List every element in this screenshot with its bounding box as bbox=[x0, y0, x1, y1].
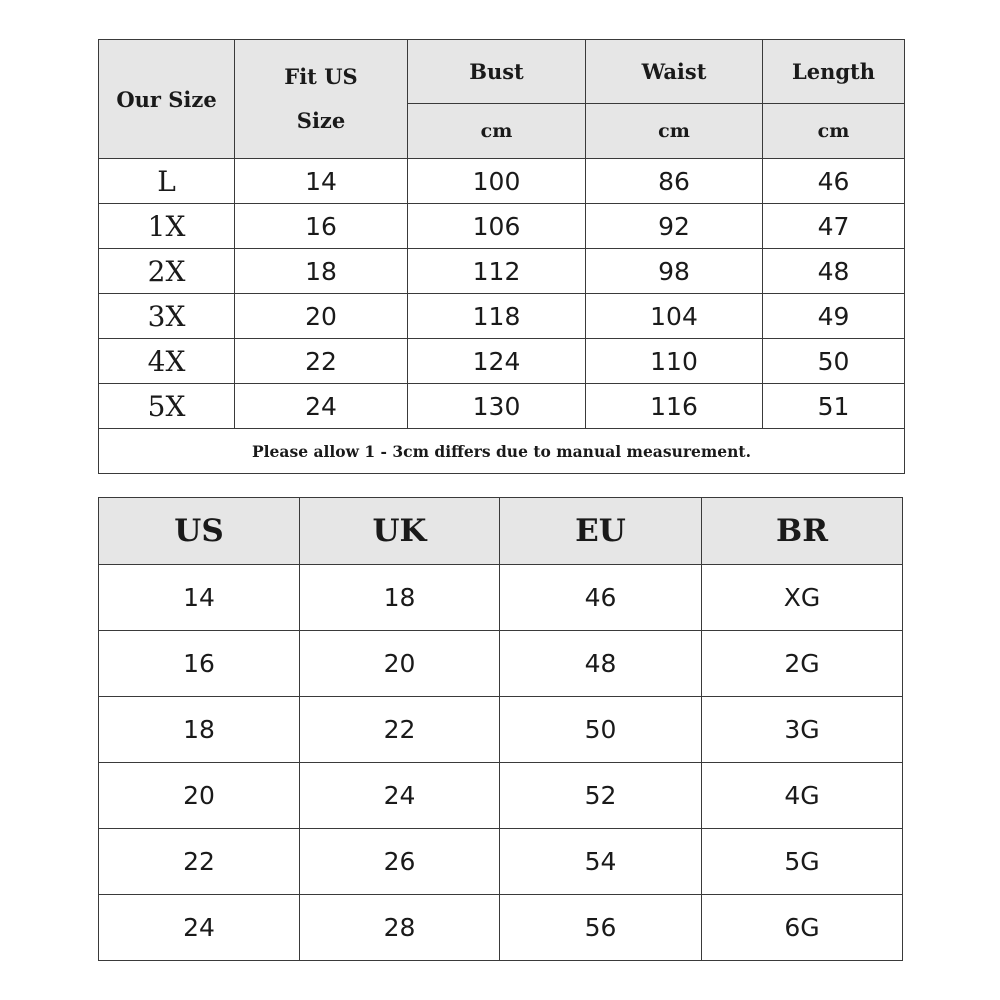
us-cell: 22 bbox=[99, 829, 300, 895]
uk-cell: 18 bbox=[300, 565, 500, 631]
waist-cell: 92 bbox=[586, 204, 763, 249]
size-measurement-table bbox=[98, 39, 905, 474]
our-size-cell: 3X bbox=[99, 294, 235, 339]
header-bust-unit: cm bbox=[408, 104, 586, 159]
header-fit-us-size bbox=[235, 40, 408, 159]
waist-cell: 110 bbox=[586, 339, 763, 384]
our-size-cell: L bbox=[99, 159, 235, 204]
length-cell: 47 bbox=[763, 204, 905, 249]
uk-cell: 20 bbox=[300, 631, 500, 697]
fit-us-cell: 18 bbox=[235, 249, 408, 294]
header-br: BR bbox=[702, 498, 903, 565]
our-size-cell: 2X bbox=[99, 249, 235, 294]
header-fit-us-line2: Size bbox=[296, 108, 346, 133]
header-length: Length bbox=[763, 40, 905, 104]
table-row bbox=[99, 159, 905, 204]
uk-cell: 28 bbox=[300, 895, 500, 961]
table-row bbox=[99, 829, 903, 895]
us-cell: 20 bbox=[99, 763, 300, 829]
size-conversion-table bbox=[98, 497, 903, 961]
us-cell: 16 bbox=[99, 631, 300, 697]
waist-cell: 86 bbox=[586, 159, 763, 204]
our-size-cell: 4X bbox=[99, 339, 235, 384]
waist-cell: 116 bbox=[586, 384, 763, 429]
fit-us-cell: 24 bbox=[235, 384, 408, 429]
eu-cell: 46 bbox=[500, 565, 702, 631]
br-cell: 6G bbox=[702, 895, 903, 961]
eu-cell: 56 bbox=[500, 895, 702, 961]
br-cell: 4G bbox=[702, 763, 903, 829]
br-cell: 2G bbox=[702, 631, 903, 697]
bust-cell: 124 bbox=[408, 339, 586, 384]
table-row bbox=[99, 204, 905, 249]
header-waist: Waist bbox=[586, 40, 763, 104]
eu-cell: 48 bbox=[500, 631, 702, 697]
fit-us-cell: 14 bbox=[235, 159, 408, 204]
us-cell: 14 bbox=[99, 565, 300, 631]
eu-cell: 52 bbox=[500, 763, 702, 829]
table-row bbox=[99, 294, 905, 339]
fit-us-cell: 22 bbox=[235, 339, 408, 384]
uk-cell: 26 bbox=[300, 829, 500, 895]
table-row bbox=[99, 697, 903, 763]
fit-us-cell: 20 bbox=[235, 294, 408, 339]
header-us: US bbox=[99, 498, 300, 565]
table-row bbox=[99, 763, 903, 829]
uk-cell: 24 bbox=[300, 763, 500, 829]
table-row bbox=[99, 339, 905, 384]
us-cell: 24 bbox=[99, 895, 300, 961]
table-row bbox=[99, 895, 903, 961]
header-uk: UK bbox=[300, 498, 500, 565]
header-waist-unit: cm bbox=[586, 104, 763, 159]
length-cell: 49 bbox=[763, 294, 905, 339]
header-bust: Bust bbox=[408, 40, 586, 104]
fit-us-cell: 16 bbox=[235, 204, 408, 249]
bust-cell: 106 bbox=[408, 204, 586, 249]
header-fit-us-line1: Fit US bbox=[284, 64, 358, 89]
our-size-cell: 1X bbox=[99, 204, 235, 249]
table-row bbox=[99, 631, 903, 697]
header-our-size: Our Size bbox=[99, 40, 235, 159]
br-cell: 3G bbox=[702, 697, 903, 763]
table-row bbox=[99, 249, 905, 294]
header-length-unit: cm bbox=[763, 104, 905, 159]
br-cell: XG bbox=[702, 565, 903, 631]
waist-cell: 104 bbox=[586, 294, 763, 339]
br-cell: 5G bbox=[702, 829, 903, 895]
table-row bbox=[99, 565, 903, 631]
bust-cell: 100 bbox=[408, 159, 586, 204]
length-cell: 46 bbox=[763, 159, 905, 204]
us-cell: 18 bbox=[99, 697, 300, 763]
table-row bbox=[99, 384, 905, 429]
length-cell: 48 bbox=[763, 249, 905, 294]
waist-cell: 98 bbox=[586, 249, 763, 294]
length-cell: 50 bbox=[763, 339, 905, 384]
bust-cell: 130 bbox=[408, 384, 586, 429]
eu-cell: 54 bbox=[500, 829, 702, 895]
eu-cell: 50 bbox=[500, 697, 702, 763]
measurement-note: Please allow 1 - 3cm differs due to manual measurement. bbox=[99, 429, 905, 474]
uk-cell: 22 bbox=[300, 697, 500, 763]
bust-cell: 118 bbox=[408, 294, 586, 339]
bust-cell: 112 bbox=[408, 249, 586, 294]
length-cell: 51 bbox=[763, 384, 905, 429]
our-size-cell: 5X bbox=[99, 384, 235, 429]
header-eu: EU bbox=[500, 498, 702, 565]
